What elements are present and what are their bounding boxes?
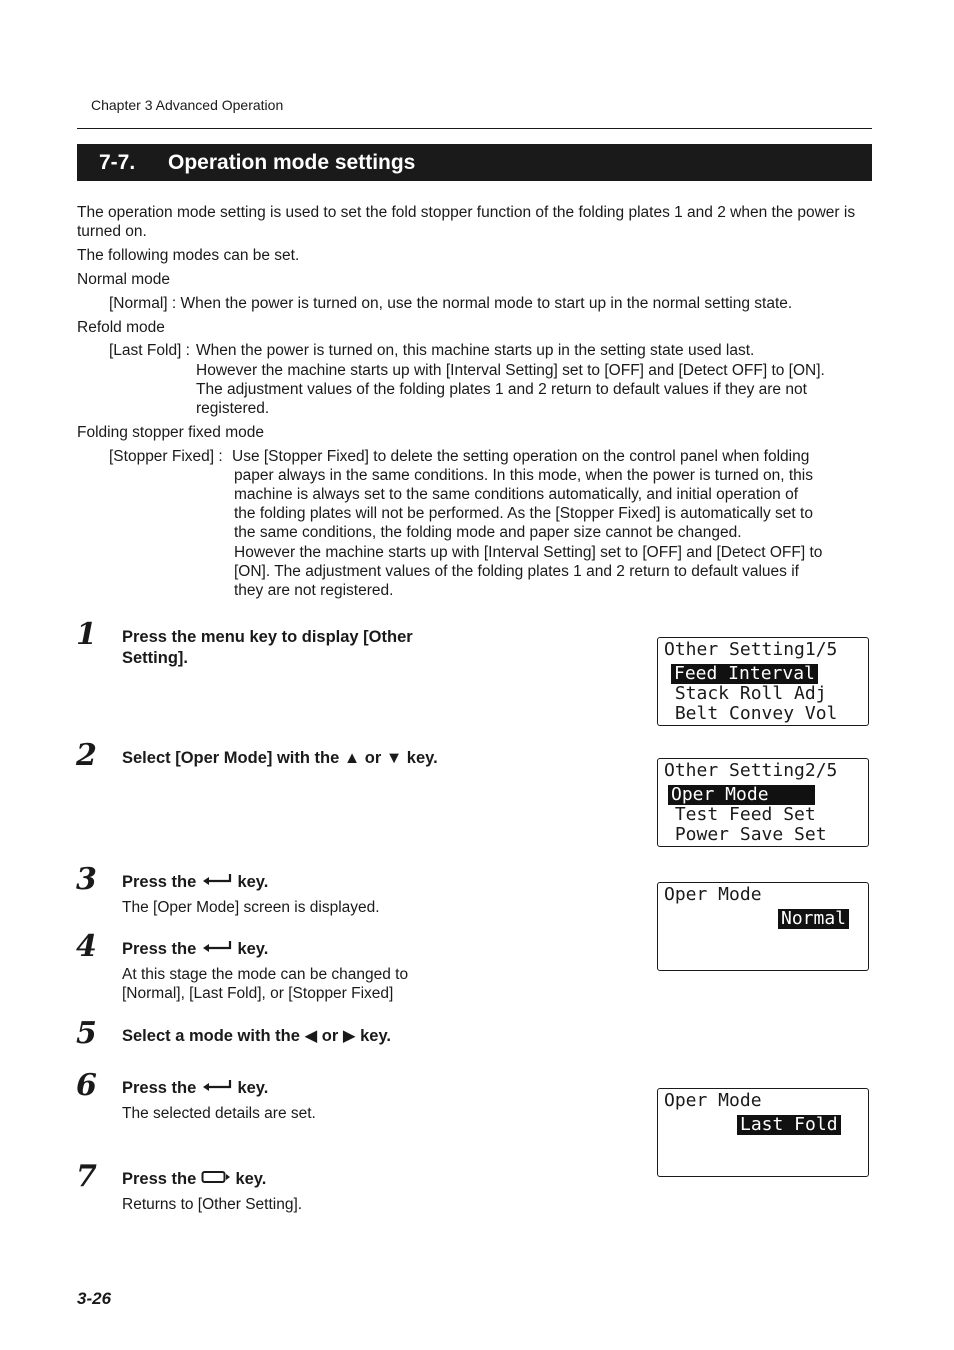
step-4-text: Press the: [122, 940, 201, 958]
step-number: 4: [76, 929, 97, 964]
enter-key-icon: [201, 872, 233, 893]
step-6-key-text: key.: [232, 1079, 269, 1097]
step-4-title: [122, 939, 268, 960]
lcd-highlight: Normal: [778, 909, 849, 929]
right-triangle-icon: ▶: [342, 1027, 356, 1045]
fixed-line-2: paper always in the same conditions. In this mode, when the power is turned on, this: [234, 467, 813, 484]
step-2-title: [122, 748, 438, 769]
step-3-key-text: key.: [232, 873, 269, 891]
lcd-highlight: Oper Mode: [668, 785, 815, 805]
lcd-line: Stack Roll Adj: [664, 683, 827, 704]
step-6-text: Press the: [122, 1079, 201, 1097]
step-1-title-line-1: Press the menu key to display [Other: [122, 628, 413, 646]
step-6-desc: The selected details are set.: [122, 1105, 316, 1122]
step-5-text: Select a mode with the: [122, 1027, 305, 1045]
back-key-icon: [201, 1169, 231, 1190]
step-4-desc-line-1: At this stage the mode can be changed to: [122, 966, 409, 983]
lcd-line: Belt Convey Vol: [664, 703, 838, 724]
step-5-key-text: key.: [355, 1027, 392, 1045]
fixed-mode-heading: Folding stopper fixed mode: [77, 424, 264, 441]
fixed-line-5: the same conditions, the folding mode and paper size cannot be changed.: [234, 524, 742, 541]
lcd-line: Oper Mode: [664, 1090, 762, 1111]
lcd-other-setting-1: [657, 637, 869, 726]
step-7-text: Press the: [122, 1170, 201, 1188]
lcd-line: Test Feed Set: [664, 804, 816, 825]
refold-line-4: registered.: [196, 400, 270, 417]
step-number: 2: [76, 738, 97, 773]
refold-mode-heading: Refold mode: [77, 319, 165, 336]
step-7-title: [122, 1169, 266, 1190]
fixed-line-7: [ON]. The adjustment values of the folding plates 1 and 2 return to default values if: [234, 563, 799, 580]
step-4-desc-line-2: [Normal], [Last Fold], or [Stopper Fixed]: [122, 985, 394, 1002]
up-triangle-icon: ▲: [343, 749, 361, 767]
lcd-line: Other Setting1/5: [664, 639, 838, 660]
step-3-desc: The [Oper Mode] screen is displayed.: [122, 899, 380, 916]
chapter-header: Chapter 3 Advanced Operation: [91, 97, 284, 113]
fixed-line-4: the folding plates will not be performed. As the [Stopper Fixed] is automatically set to: [234, 505, 813, 522]
enter-key-icon: [201, 939, 233, 960]
intro-modes-line: The following modes can be set.: [77, 247, 300, 264]
section-title: Operation mode settings: [168, 150, 416, 174]
enter-key-icon: [201, 1078, 233, 1099]
fixed-line-6: However the machine starts up with [Interval Setting] set to [OFF] and [Detect OFF] to: [234, 544, 823, 561]
step-5-or: or: [317, 1027, 343, 1045]
fixed-line-1: Use [Stopper Fixed] to delete the setting operation on the control panel when folding: [232, 448, 810, 465]
left-triangle-icon: ◀: [304, 1027, 318, 1045]
section-title-bar: [77, 144, 872, 181]
intro-paragraph: The operation mode setting is used to set the fold stopper function of the folding plates 1 and 2 when the power is turned on.: [77, 204, 856, 240]
step-1-title-line-2: Setting].: [122, 649, 188, 667]
step-2-text: Select [Oper Mode] with the: [122, 749, 344, 767]
page-number: 3-26: [77, 1289, 112, 1308]
step-4-key-text: key.: [232, 940, 269, 958]
lcd-highlight: Last Fold: [737, 1115, 841, 1135]
lcd-oper-mode-last-fold: [657, 1088, 869, 1177]
step-2-or: or: [360, 749, 386, 767]
fixed-mode-label: [Stopper Fixed] :: [109, 448, 223, 465]
refold-line-2: However the machine starts up with [Interval Setting] set to [OFF] and [Detect OFF] to [ON].: [196, 362, 825, 379]
down-triangle-icon: ▼: [385, 749, 403, 767]
header-rule: [77, 128, 872, 129]
refold-line-1: When the power is turned on, this machine starts up in the setting state used last.: [196, 342, 755, 359]
refold-line-3: The adjustment values of the folding plates 1 and 2 return to default values if they are not: [196, 381, 807, 398]
lcd-highlight: Feed Interval: [671, 664, 818, 684]
refold-mode-label: [Last Fold] :: [109, 342, 190, 359]
lcd-line: Power Save Set: [664, 824, 827, 845]
step-3-title: [122, 872, 268, 893]
step-6-title: [122, 1078, 268, 1099]
section-number: 7-7.: [99, 150, 136, 174]
step-number: 3: [76, 862, 97, 897]
lcd-line: Oper Mode: [664, 884, 762, 905]
lcd-oper-mode-normal: [657, 882, 869, 971]
step-number: 5: [76, 1016, 97, 1051]
step-number: 7: [76, 1159, 97, 1194]
step-number: 1: [76, 617, 97, 652]
lcd-line: Other Setting2/5: [664, 760, 838, 781]
lcd-other-setting-2: [657, 758, 869, 847]
fixed-line-8: they are not registered.: [234, 582, 394, 599]
step-5-title: [122, 1026, 391, 1047]
step-number: 6: [76, 1068, 97, 1103]
step-2-key-text: key.: [402, 749, 438, 767]
fixed-line-3: machine is always set to the same conditions automatically, and initial operation of: [234, 486, 799, 503]
normal-mode-heading: Normal mode: [77, 271, 171, 288]
step-3-text: Press the: [122, 873, 201, 891]
step-7-key-text: key.: [230, 1170, 267, 1188]
step-7-desc: Returns to [Other Setting].: [122, 1196, 303, 1213]
normal-mode-desc: [Normal] : When the power is turned on, use the normal mode to start up in the normal setting state.: [109, 295, 793, 312]
